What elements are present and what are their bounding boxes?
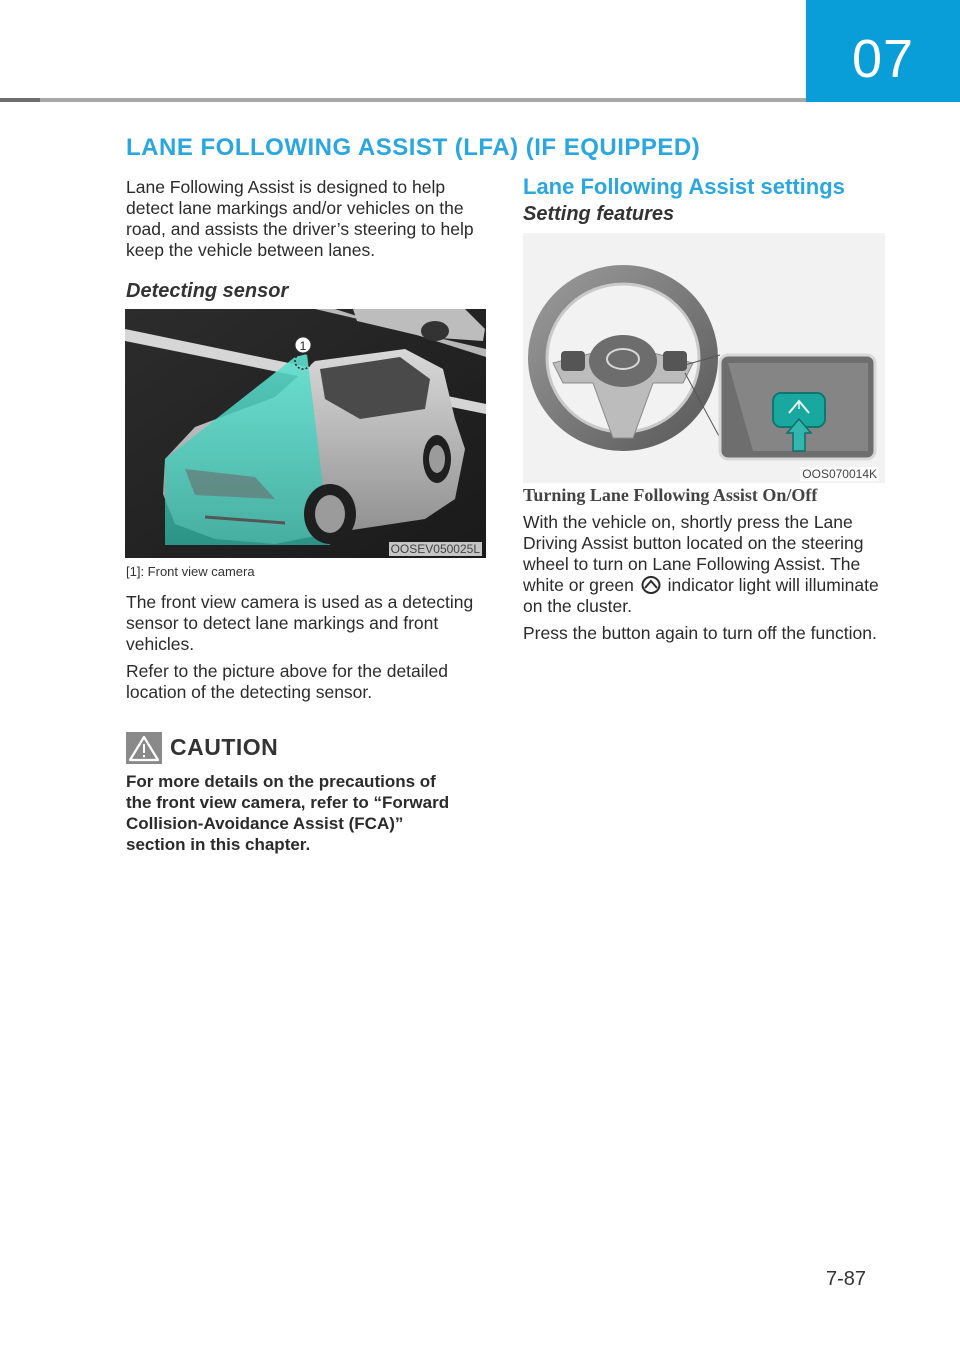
- steering-wheel-figure: [523, 233, 885, 483]
- turning-heading: Turning Lane Following Assist On/Off: [523, 485, 818, 505]
- figure1-legend: [1]: Front view camera: [126, 564, 255, 579]
- setting-features-heading: Setting features: [523, 203, 675, 225]
- section-title: LANE FOLLOWING ASSIST (LFA) (IF EQUIPPED): [126, 134, 701, 161]
- page-number: 7-87: [826, 1268, 867, 1290]
- car-illustration: [125, 309, 486, 558]
- steering-wheel-illustration: [523, 233, 885, 483]
- chapter-tab: [806, 0, 960, 102]
- turning-paragraph-start: With the vehicle on, shortly press the Lane Driving Assist button located on the steering wheel to turn on Lane Following Assist. The white or green: [523, 512, 864, 595]
- camera-marker-label: 1: [299, 339, 307, 353]
- turning-paragraph: [523, 512, 888, 617]
- chapter-number: 07: [851, 29, 915, 89]
- header-rule: [0, 98, 806, 102]
- caution-text: For more details on the precautions of the front view camera, refer to “Forward Collision-Avoidance Assist (FCA)” section in this chapter.: [126, 772, 450, 854]
- settings-heading: Lane Following Assist settings: [523, 174, 845, 199]
- header-rule-accent: [0, 98, 40, 102]
- location-paragraph: Refer to the picture above for the detailed location of the detecting sensor.: [126, 661, 449, 702]
- caution-badge: [126, 732, 162, 764]
- figure2-code: OOS070014K: [802, 467, 877, 481]
- sensor-paragraph: The front view camera is used as a detecting sensor to detect lane markings and front vehicles.: [126, 592, 474, 654]
- car-camera-figure: [125, 309, 486, 558]
- warning-triangle-icon: [126, 732, 162, 764]
- caution-title: CAUTION: [170, 734, 279, 760]
- intro-paragraph: Lane Following Assist is designed to help detect lane markings and/or vehicles on the road, and assists the driver’s steering to help keep the vehicle between lanes.: [126, 177, 474, 260]
- lane-following-indicator-icon: [641, 576, 661, 594]
- turning-paragraph-end: indicator light will illuminate on the cluster.: [523, 575, 879, 616]
- turn-off-paragraph: Press the button again to turn off the function.: [523, 623, 877, 643]
- detecting-sensor-heading: Detecting sensor: [126, 280, 289, 302]
- figure1-code: OOSEV050025L: [390, 542, 480, 556]
